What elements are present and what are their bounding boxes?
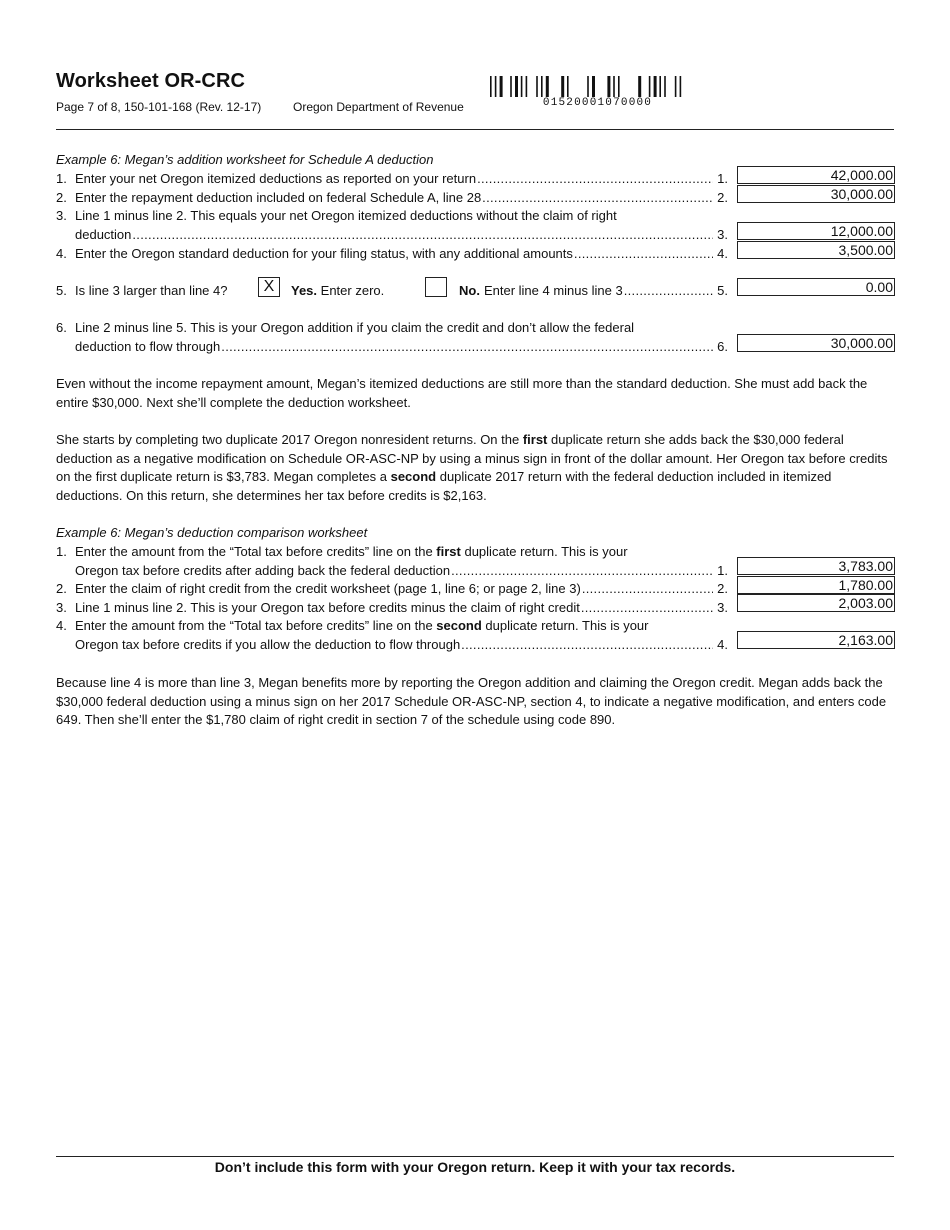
line-number: 1. — [56, 544, 67, 559]
leader-dots — [624, 282, 713, 300]
no-label: No. — [459, 283, 480, 298]
s1-line2-value[interactable]: 30,000.00 — [737, 185, 895, 203]
p2-text: duplicate return she adds back the $30,000 federal deduction as a negative modification on Schedule OR-ASC-NP by using a minus sign in front of the dollar amount. Her Oregon tax before credits on the first duplicate return is $3,783. Megan completes a — [56, 432, 888, 485]
line-text: Oregon tax before credits after adding back the federal deduction — [75, 563, 451, 578]
s1-line6-first — [56, 319, 634, 337]
s2-line1 — [56, 562, 728, 580]
barcode-bar — [592, 76, 595, 97]
line-text: Line 1 minus line 2. This equals your net Oregon itemized deductions without the claim of right — [75, 208, 617, 223]
line-ref: 2. — [717, 581, 728, 596]
line-number: 2. — [56, 190, 67, 205]
barcode-graphic — [490, 76, 705, 97]
line-ref: 3. — [717, 227, 728, 242]
leader-dots — [132, 226, 713, 244]
p2-bold-second: second — [390, 469, 437, 485]
p2-text: duplicate 2017 return with the federal deduction included in itemized deductions. On this return, she determines her tax before credits is $2,163. — [56, 469, 832, 503]
line-text: deduction — [75, 227, 132, 242]
leader-dots — [221, 338, 713, 356]
barcode-bar — [680, 76, 682, 97]
leader-dots — [461, 636, 713, 654]
s2-line3 — [56, 599, 728, 617]
barcode-bar — [536, 76, 538, 97]
barcode-bar — [510, 76, 512, 97]
line-text: Enter your net Oregon itemized deductions as reported on your return — [75, 171, 477, 186]
yes-text: Enter zero. — [320, 283, 385, 298]
barcode-bar — [521, 76, 523, 97]
line-number: 4. — [56, 246, 67, 261]
leader-dots — [477, 170, 713, 188]
barcode-bar — [526, 76, 528, 97]
s2-line1-first — [56, 543, 628, 561]
line-text: duplicate return. This is your — [481, 618, 649, 633]
barcode-bar — [664, 76, 666, 97]
section2-heading: Example 6: Megan’s deduction comparison worksheet — [56, 525, 368, 540]
barcode-bar — [587, 76, 589, 97]
barcode-bar — [659, 76, 661, 97]
line-text: Enter the amount from the “Total tax before credits” line on the — [75, 618, 437, 633]
line-ref: 4. — [717, 246, 728, 261]
line-text: Enter the repayment deduction included on federal Schedule A, line 28 — [75, 190, 482, 205]
no-checkbox[interactable] — [425, 277, 447, 297]
leader-dots — [451, 562, 713, 580]
line-text-bold: second — [436, 618, 482, 633]
s1-line3 — [56, 226, 728, 244]
barcode-bar — [613, 76, 615, 97]
s1-line6-value[interactable]: 30,000.00 — [737, 334, 895, 352]
s1-line3-first — [56, 207, 617, 225]
page-info: Page 7 of 8, 150-101-168 (Rev. 12-17) — [56, 100, 262, 114]
s1-line5-number: 5. — [56, 283, 67, 298]
s1-line1 — [56, 170, 728, 188]
line-text: duplicate return. This is your — [460, 544, 628, 559]
footer-note: Don’t include this form with your Oregon return. Keep it with your tax records. — [214, 1159, 736, 1175]
s2-line2-value[interactable]: 1,780.00 — [737, 576, 895, 594]
line-ref: 3. — [717, 600, 728, 615]
line-ref: 2. — [717, 190, 728, 205]
s1-line5-value[interactable]: 0.00 — [737, 278, 895, 296]
line-number: 6. — [56, 320, 67, 335]
barcode-bar — [515, 76, 518, 97]
no-option — [459, 282, 728, 300]
barcode-bar — [675, 76, 677, 97]
p2-bold-first: first — [522, 432, 548, 447]
line-number: 3. — [56, 600, 67, 615]
footer-divider — [56, 1156, 894, 1157]
leader-dots — [574, 245, 713, 263]
header-divider — [56, 129, 894, 130]
barcode-bar — [500, 76, 503, 97]
paragraph-2 — [56, 431, 898, 505]
s2-line1-value[interactable]: 3,783.00 — [737, 557, 895, 575]
barcode-bar — [541, 76, 543, 97]
barcode-bar — [607, 76, 610, 97]
line-text-bold: first — [436, 544, 461, 559]
barcode-bar — [567, 76, 569, 97]
line-number: 2. — [56, 581, 67, 596]
leader-dots — [482, 189, 713, 207]
s2-line3-value[interactable]: 2,003.00 — [737, 594, 895, 612]
line-ref: 6. — [717, 339, 728, 354]
leader-dots — [582, 580, 713, 598]
s2-line2 — [56, 580, 728, 598]
barcode-number: 01520001070000 — [542, 97, 653, 109]
s1-line1-value[interactable]: 42,000.00 — [737, 166, 895, 184]
line-text: Enter the amount from the “Total tax before credits” line on the — [75, 544, 437, 559]
barcode-bar — [649, 76, 651, 97]
s1-line4 — [56, 245, 728, 263]
department-name: Oregon Department of Revenue — [293, 100, 464, 114]
barcode-bar — [546, 76, 549, 97]
barcode-bar — [618, 76, 620, 97]
line-number: 4. — [56, 618, 67, 633]
line-text: Line 2 minus line 5. This is your Oregon addition if you claim the credit and don’t allow the federal — [75, 320, 635, 335]
yes-label: Yes. — [291, 283, 318, 298]
s2-line4 — [56, 636, 728, 654]
barcode-bar — [490, 76, 492, 97]
line-text: Enter the Oregon standard deduction for your filing status, with any additional amounts — [75, 246, 573, 261]
line-text: Oregon tax before credits if you allow the deduction to flow through — [75, 637, 461, 652]
barcode-bar — [561, 76, 564, 97]
s1-line3-value[interactable]: 12,000.00 — [737, 222, 895, 240]
line-ref: 4. — [717, 637, 728, 652]
s1-line6 — [56, 338, 728, 356]
line-text: deduction to flow through — [75, 339, 221, 354]
line-number: 1. — [56, 171, 67, 186]
s2-line4-first — [56, 617, 648, 635]
barcode-bar — [495, 76, 497, 97]
s1-line2 — [56, 189, 728, 207]
yes-option — [291, 282, 384, 300]
barcode-bar — [654, 76, 657, 97]
barcode-bar — [638, 76, 641, 97]
paragraph-1: Even without the income repayment amount, Megan’s itemized deductions are still more than the standard deduction. She must add back the entire $30,000. Next she’ll complete the deduction worksheet. — [56, 376, 868, 410]
line-ref: 1. — [717, 171, 728, 186]
form-title: Worksheet OR-CRC — [56, 70, 246, 92]
p2-text: She starts by completing two duplicate 2017 Oregon nonresident returns. On the — [56, 432, 523, 447]
s1-line4-value[interactable]: 3,500.00 — [737, 241, 895, 259]
s1-line5-question: Is line 3 larger than line 4? — [75, 283, 228, 298]
line-ref: 1. — [717, 563, 728, 578]
line-ref: 5. — [717, 283, 728, 298]
line-text: Line 1 minus line 2. This is your Oregon tax before credits minus the claim of right credit — [75, 600, 580, 615]
leader-dots — [581, 599, 713, 617]
paragraph-3: Because line 4 is more than line 3, Megan benefits more by reporting the Oregon addition and claiming the Oregon credit. Megan adds back the $30,000 federal deduction using a minus sign on her 2017 Schedule OR-ASC-NP, section 4, to indicate a negative modification, and enters code 649. Then she’ll enter the $1,780 claim of right credit in section 7 of the schedule using code 890. — [56, 675, 887, 728]
line-text: Enter the claim of right credit from the credit worksheet (page 1, line 6; or page 2, line 3) — [75, 581, 581, 596]
no-text: Enter line 4 minus line 3 — [483, 283, 623, 298]
line-number: 3. — [56, 208, 67, 223]
section1-heading: Example 6: Megan’s addition worksheet for Schedule A deduction — [56, 152, 434, 167]
yes-checkbox[interactable]: X — [258, 277, 280, 297]
s2-line4-value[interactable]: 2,163.00 — [737, 631, 895, 649]
